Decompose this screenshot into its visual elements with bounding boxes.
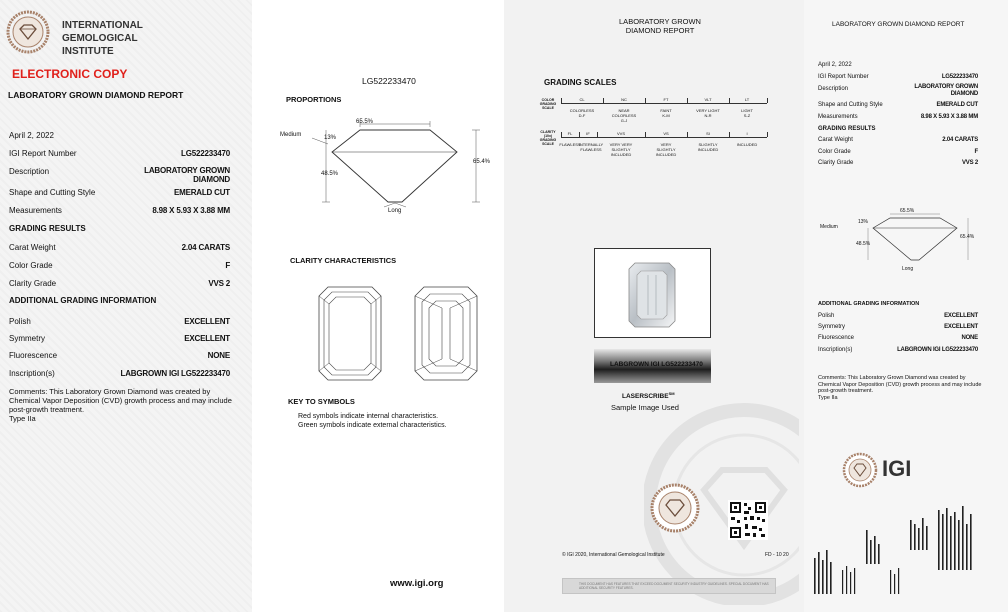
clarity-desc-i-1: INCLUDED [736,142,758,147]
color-grade-nc: NC [621,97,627,102]
clarity-grade-vs: VS [663,131,669,136]
clarity-grade-si: SI [706,131,710,136]
color-scale-label-2: GRADING [539,102,557,106]
grading-scales-heading: GRADING SCALES [544,78,617,87]
table-percent: 65.5% [356,119,374,125]
right-inscription-label: Inscription(s) [818,347,853,353]
rotated-summary-block [808,500,998,600]
clarity-grade-value: VVS 2 [208,279,230,288]
polish-value: EXCELLENT [184,317,230,326]
proportions-heading: PROPORTIONS [286,95,342,104]
clarity-heading: CLARITY CHARACTERISTICS [290,256,397,265]
right-shape-value: EMERALD CUT [936,102,978,108]
clarity-grade-i: I [746,131,748,136]
color-desc-nc [605,108,643,123]
polish-label: Polish [9,317,31,326]
color-desc-nc-1: NEAR [618,108,630,113]
color-desc-lt-2: S-Z [743,113,751,118]
carat-value: 2.04 CARATS [181,243,230,252]
right-symmetry-value: EXCELLENT [944,324,978,330]
igi-seal-stamp [650,483,700,533]
clarity-scale-line [561,137,767,138]
proportions-pane [252,0,504,612]
clarity-desc-if-2: FLAWLESS [580,147,602,152]
report-number-label: IGI Report Number [9,149,77,158]
clarity-desc-vvs [604,142,638,157]
laser-inscription-text: LABGROWN IGI LG522233470 [610,361,703,368]
color-desc-ft [647,108,685,118]
clarity-desc-si-1: SLIGHTLY [698,142,718,147]
inscription-value: LABGROWN IGI LG522233470 [120,369,230,378]
color-scale-label-3: SCALE [542,106,554,110]
left-summary-pane [0,0,252,612]
form-code: FD - 10 20 [765,552,789,558]
color-grade-cl: CL [579,97,585,102]
color-scale-label-1: COLOR [541,98,555,102]
logo-line-2: GEMOLOGICAL [62,33,138,44]
color-grade-lt: LT [744,97,750,102]
clarity-desc-vvs-3: INCLUDED [610,152,632,157]
igi-seal-logo [6,10,50,54]
right-clarity-value: VVS 2 [961,160,978,166]
rotated-summary-graphic [808,500,998,600]
color-desc-cl-2: D-F [578,113,586,118]
right-date: April 2, 2022 [818,62,852,68]
right-measurements-label: Measurements [818,114,858,120]
color-desc-nc-2: COLORLESS [611,113,637,118]
description-label: Description [9,167,50,176]
type-text: Type IIa [9,414,36,423]
color-grade-ft: FT [663,97,669,102]
logo-line-3: INSTITUTE [62,46,114,57]
color-grade-value: F [225,261,230,270]
pavilion-percent: 48.5% [321,171,339,177]
right-report-number-label: IGI Report Number [818,74,869,80]
color-scale-line [561,103,767,104]
clarity-desc-si-2: INCLUDED [697,147,719,152]
clarity-grade-vvs: VVS [616,131,625,136]
right-symmetry-label: Symmetry [818,324,845,330]
inscription-label: Inscription(s) [9,369,55,378]
right-grading-results-heading: GRADING RESULTS [818,126,876,132]
sample-diamond-photo [594,248,711,338]
clarity-desc-vs [649,142,683,157]
electronic-copy-label: ELECTRONIC COPY [12,67,128,81]
copyright-text: © IGI 2020, International Gemological Institute [562,552,665,558]
comments-text: Comments: This Laboratory Grown Diamond was created by Chemical Vapor Deposition (CVD) growth process and may include post-growth treatment. [9,387,232,414]
diamond-photo-icon [595,249,710,337]
sample-image-caption: Sample Image Used [611,403,679,412]
symmetry-value: EXCELLENT [184,334,230,343]
right-comments-text: Comments: This Laboratory Grown Diamond was created by Chemical Vapor Deposition (CVD) growth process and may include post-growth treatment. [818,375,982,394]
description-value: LABORATORY GROWN [144,166,230,175]
right-description-label: Description [818,86,849,92]
clarity-desc-vvs-1: VERY VERY [609,142,633,147]
description-value-2: DIAMOND [193,175,230,184]
clarity-desc-si [691,142,725,152]
igi-logo-text: IGI [882,456,912,481]
key-line-2: Green symbols indicate external characteristics. [298,422,447,429]
key-to-symbols-heading: KEY TO SYMBOLS [288,397,355,406]
color-desc-ft-1: FAINT [660,108,672,113]
emerald-top-view [318,286,382,381]
color-desc-cl-1: COLORLESS [569,108,595,113]
laser-inscription-photo [594,349,711,383]
clarity-desc-fl-1: FLAWLESS [559,142,581,147]
proportions-diagram [280,110,495,220]
laserscribe-sup: SM [668,391,675,396]
depth-percent: 65.4% [473,159,491,165]
right-table-percent: 65.5% [900,208,915,214]
right-header: LABORATORY GROWN DIAMOND REPORT [832,21,965,28]
right-carat-label: Carat Weight [818,137,853,143]
clarity-scale-label-1: CLARITY (10x) [540,130,556,138]
right-pavilion-percent: 48.5% [856,241,871,247]
right-color-value: F [974,149,978,155]
center-header-line-1: LABORATORY GROWN [619,17,701,26]
report-title: LABORATORY GROWN DIAMOND REPORT [8,90,184,100]
shape-value: EMERALD CUT [173,188,230,197]
color-grade-vlt: VLT [704,97,712,102]
right-report-number-value: LG522233470 [941,74,978,80]
right-color-label: Color Grade [818,149,851,155]
logo-line-1: INTERNATIONAL [62,20,143,31]
clarity-desc-vs-2: SLIGHTLY [656,147,676,152]
right-girdle-label: Medium [820,224,838,230]
additional-info-heading: ADDITIONAL GRADING INFORMATION [9,296,157,305]
color-desc-nc-3: G-J [620,118,628,123]
clarity-scale-label-3: SCALE [542,142,554,146]
right-depth-percent: 65.4% [960,234,975,240]
right-type-text: Type IIa [818,395,838,401]
color-grade-label: Color Grade [9,261,53,270]
color-desc-cl [563,108,601,118]
right-polish-label: Polish [818,313,835,319]
laserscribe-text: LASERSCRIBE [622,393,669,401]
right-carat-value: 2.04 CARATS [942,137,978,143]
right-fluorescence-value: NONE [961,335,978,341]
clarity-desc-if [576,142,606,152]
clarity-desc-vvs-2: SLIGHTLY [611,147,631,152]
right-inscription-value: LABGROWN IGI LG522233470 [897,347,978,353]
measurements-label: Measurements [9,206,62,215]
clarity-desc-vs-3: INCLUDED [655,152,677,157]
girdle-label: Medium [280,132,302,138]
right-measurements-value: 8.98 X 5.93 X 3.88 MM [920,114,978,120]
key-line-1: Red symbols indicate internal characteristics. [298,413,439,420]
right-crown-percent: 13% [858,219,869,225]
mid-report-number: LG522233470 [362,76,416,86]
color-desc-vlt-1: VERY LIGHT [696,108,720,113]
report-date: April 2, 2022 [9,131,54,140]
right-description-value: LABORATORY GROWN [914,84,978,90]
qr-code-icon[interactable] [728,500,768,540]
fluorescence-value: NONE [207,351,230,360]
report-number-value: LG522233470 [181,149,230,158]
right-shape-label: Shape and Cutting Style [818,102,883,108]
color-desc-vlt-2: N-R [704,113,712,118]
right-clarity-label: Clarity Grade [818,160,854,166]
measurements-value: 8.98 X 5.93 X 3.88 MM [152,206,230,215]
security-fine-print: THIS DOCUMENT HAS FEATURES THAT EXCEED DOCUMENT SECURITY INDUSTRY GUIDELINES. SPECIAL DOCUMENT HAS ADDITIONAL SECURITY FEATURES. [562,578,776,594]
clarity-grade-fl: FL [567,131,573,136]
crown-percent: 13% [324,135,337,141]
clarity-desc-if-1: INTERNALLY [578,142,604,147]
right-fluorescence-label: Fluorescence [818,335,855,341]
color-desc-lt-1: LIGHT [741,108,753,113]
right-description-value-2: DIAMOND [950,91,978,97]
culet-label: Long [388,208,402,214]
symmetry-label: Symmetry [9,334,45,343]
grading-results-heading: GRADING RESULTS [9,224,86,233]
color-desc-vlt [689,108,727,118]
color-scale-label [538,98,558,110]
right-culet-label: Long [902,266,914,272]
fluorescence-label: Fluorescence [9,351,58,360]
clarity-desc-i [730,142,764,147]
color-desc-lt [728,108,766,118]
center-header-line-2: DIAMOND REPORT [625,26,695,35]
carat-label: Carat Weight [9,243,56,252]
clarity-scale-label-2: GRADING [539,138,557,142]
grading-scales-pane [504,0,804,612]
clarity-grade-if: IF [586,131,590,136]
website-link[interactable]: www.igi.org [390,578,444,589]
right-polish-value: EXCELLENT [944,313,978,319]
clarity-desc-vs-1: VERY [660,142,672,147]
emerald-bottom-view [414,286,478,381]
igi-small-seal-icon [842,452,878,488]
shape-label: Shape and Cutting Style [9,188,96,197]
color-desc-ft-2: K-M [662,113,670,118]
clarity-grade-label: Clarity Grade [9,279,57,288]
right-additional-heading: ADDITIONAL GRADING INFORMATION [818,301,920,307]
right-summary-pane [804,0,1008,612]
